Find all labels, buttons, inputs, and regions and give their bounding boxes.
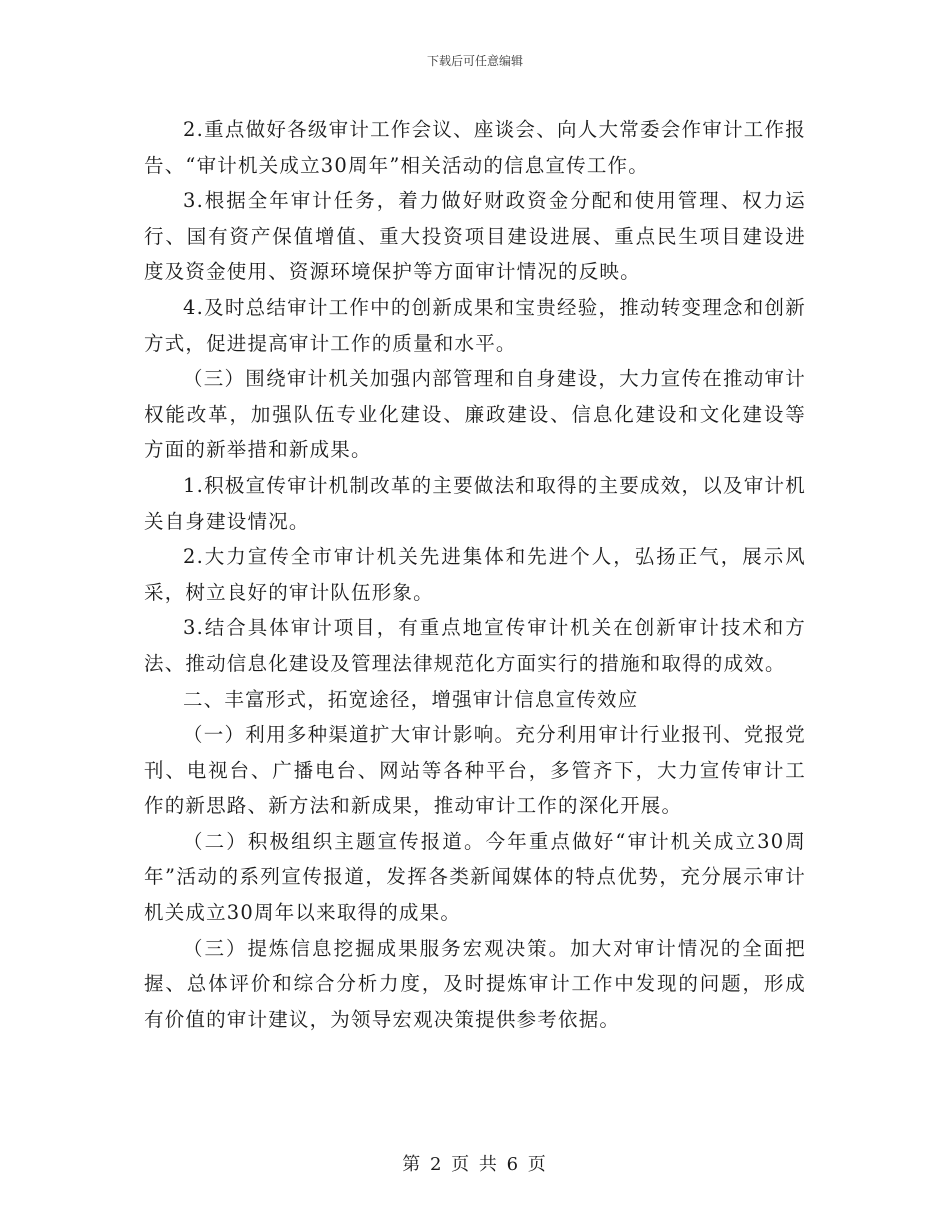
paragraph: 2.重点做好各级审计工作会议、座谈会、向人大常委会作审计工作报告、“审计机关成立30周年”相关活动的信息宣传工作。 — [144, 118, 806, 177]
paragraph: 2.大力宣传全市审计机关先进集体和先进个人，弘扬正气，展示风采，树立良好的审计队伍形象。 — [144, 545, 806, 604]
document-body — [144, 112, 806, 1037]
paragraph: （一）利用多种渠道扩大审计影响。充分利用审计行业报刊、党报党刊、电视台、广播电台、网站等各种平台，多管齐下，大力宣传审计工作的新思路、新方法和新成果，推动审计工作的深化开展。 — [144, 723, 806, 818]
paragraph: 4.及时总结审计工作中的创新成果和宝贵经验，推动转变理念和创新方式，促进提高审计工作的质量和水平。 — [144, 295, 806, 355]
paragraph: 3.根据全年审计任务，着力做好财政资金分配和使用管理、权力运行、国有资产保值增值、重大投资项目建设进展、重点民生项目建设进度及资金使用、资源环境保护等方面审计情况的反映。 — [144, 189, 806, 284]
paragraph: 3.结合具体审计项目，有重点地宣传审计机关在创新审计技术和方法、推动信息化建设及管理法律规范化方面实行的措施和取得的成效。 — [144, 616, 806, 675]
page-number: 第 2 页 共 6 页 — [402, 1154, 548, 1175]
paragraph: （三）提炼信息挖掘成果服务宏观决策。加大对审计情况的全面把握、总体评价和综合分析力度，及时提炼审计工作中发现的问题，形成有价值的审计建议，为领导宏观决策提供参考依据。 — [144, 936, 806, 1031]
paragraph: 1.积极宣传审计机制改革的主要做法和取得的主要成效，以及审计机关自身建设情况。 — [144, 473, 806, 533]
paragraph: （三）围绕审计机关加强内部管理和自身建设，大力宣传在推动审计权能改革，加强队伍专业化建设、廉政建设、信息化建设和文化建设等方面的新举措和新成果。 — [144, 367, 806, 462]
section-heading: 二、丰富形式，拓宽途径，增强审计信息宣传效应 — [183, 687, 639, 711]
paragraph: （二）积极组织主题宣传报道。今年重点做好“审计机关成立30周年”活动的系列宣传报道，发挥各类新闻媒体的特点优势，充分展示审计机关成立30周年以来取得的成果。 — [144, 829, 806, 925]
page-header: 下载后可任意编辑 — [426, 54, 523, 68]
